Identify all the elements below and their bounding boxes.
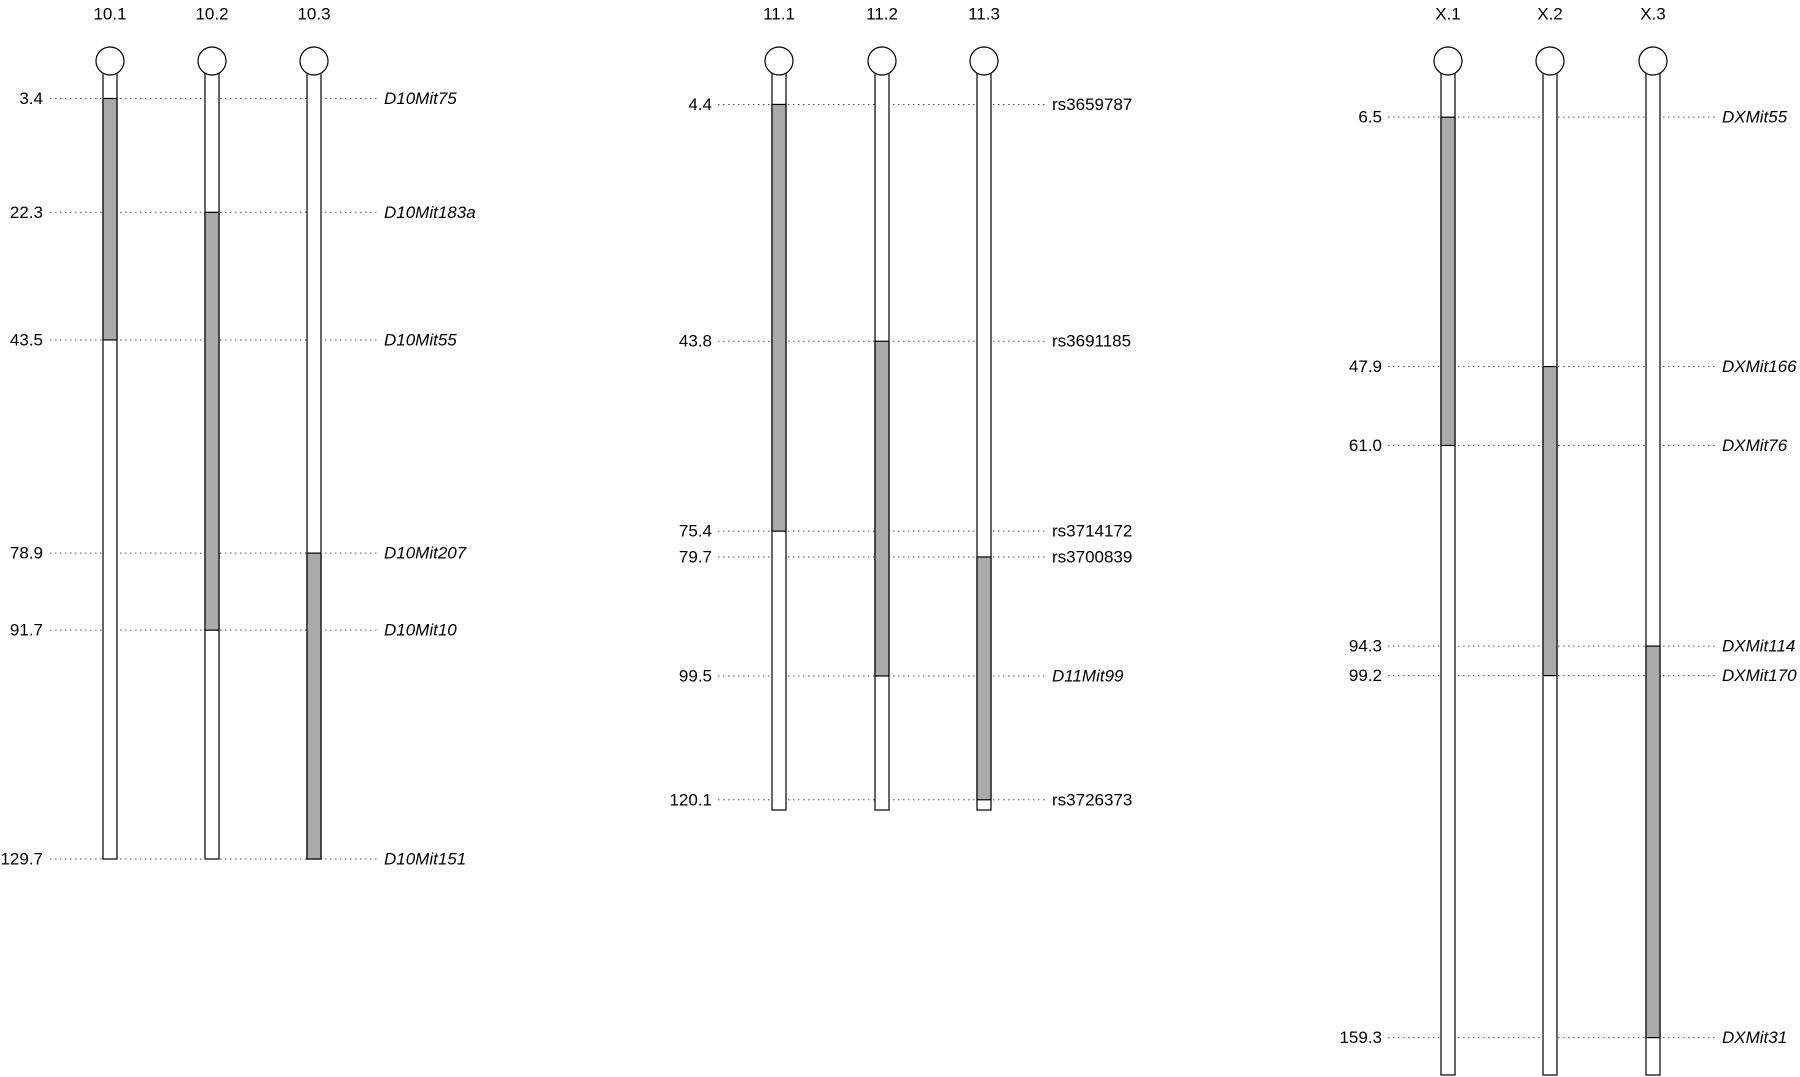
chromosome-line-label: 11.3: [968, 4, 1000, 24]
marker-name-label: rs3726373: [1052, 790, 1133, 810]
centromere: [300, 47, 328, 75]
marker-position-label: 94.3: [1348, 636, 1382, 656]
introgressed-segment: [977, 557, 991, 800]
marker-position-label: 4.4: [688, 94, 712, 114]
chromosome-line-label: 10.3: [297, 4, 331, 24]
chromosome-line-label: 10.1: [93, 4, 127, 24]
introgressed-segment: [103, 98, 117, 339]
marker-position-label: 99.2: [1348, 666, 1382, 686]
marker-name-label: DXMit166: [1722, 357, 1797, 377]
marker-name-label: D10Mit183a: [384, 202, 476, 222]
marker-name-label: DXMit114: [1722, 636, 1796, 656]
chromosome-line-label: 10.2: [195, 4, 229, 24]
introgressed-segment: [875, 341, 889, 676]
marker-name-label: D10Mit151: [384, 849, 467, 869]
marker-name-label: D10Mit10: [384, 620, 457, 640]
centromere: [970, 47, 998, 75]
marker-name-label: DXMit76: [1722, 435, 1788, 455]
marker-name-label: rs3659787: [1052, 94, 1133, 114]
introgressed-segment: [1441, 117, 1455, 445]
marker-position-label: 22.3: [9, 202, 43, 222]
marker-position-label: 43.8: [678, 331, 712, 351]
chromosome-line-label: X.1: [1435, 4, 1461, 24]
chromosome-line-label: X.3: [1640, 4, 1666, 24]
marker-name-label: D11Mit99: [1052, 666, 1124, 686]
marker-position-label: 43.5: [9, 330, 43, 350]
chromosome-line-label: X.2: [1537, 4, 1563, 24]
marker-position-label: 120.1: [669, 790, 712, 810]
marker-name-label: DXMit55: [1722, 107, 1788, 127]
marker-name-label: D10Mit55: [384, 330, 457, 350]
marker-position-label: 79.7: [678, 547, 712, 567]
marker-name-label: rs3691185: [1052, 331, 1132, 351]
centromere: [765, 47, 793, 75]
introgressed-segment: [772, 104, 786, 531]
introgressed-segment: [205, 212, 219, 630]
marker-position-label: 6.5: [1358, 107, 1382, 127]
marker-position-label: 159.3: [1339, 1028, 1382, 1048]
marker-name-label: DXMit31: [1722, 1028, 1788, 1048]
marker-name-label: D10Mit75: [384, 88, 457, 108]
marker-name-label: rs3714172: [1052, 521, 1133, 541]
marker-position-label: 75.4: [678, 521, 712, 541]
marker-position-label: 47.9: [1348, 357, 1382, 377]
centromere: [868, 47, 896, 75]
introgressed-segment: [1543, 367, 1557, 676]
introgressed-segment: [307, 553, 321, 859]
centromere: [1434, 47, 1462, 75]
marker-position-label: 129.7: [0, 849, 43, 869]
marker-position-label: 3.4: [19, 88, 43, 108]
chromosome-line-label: 11.2: [866, 4, 898, 24]
centromere: [96, 47, 124, 75]
centromere: [198, 47, 226, 75]
introgressed-segment: [1646, 646, 1660, 1038]
marker-name-label: DXMit170: [1722, 666, 1797, 686]
marker-name-label: rs3700839: [1052, 547, 1133, 567]
marker-position-label: 61.0: [1348, 435, 1382, 455]
marker-name-label: D10Mit207: [384, 543, 467, 563]
marker-position-label: 99.5: [678, 666, 712, 686]
marker-position-label: 91.7: [9, 620, 43, 640]
centromere: [1639, 47, 1667, 75]
marker-position-label: 78.9: [9, 543, 43, 563]
centromere: [1536, 47, 1564, 75]
chromosome-line-label: 11.1: [763, 4, 795, 24]
